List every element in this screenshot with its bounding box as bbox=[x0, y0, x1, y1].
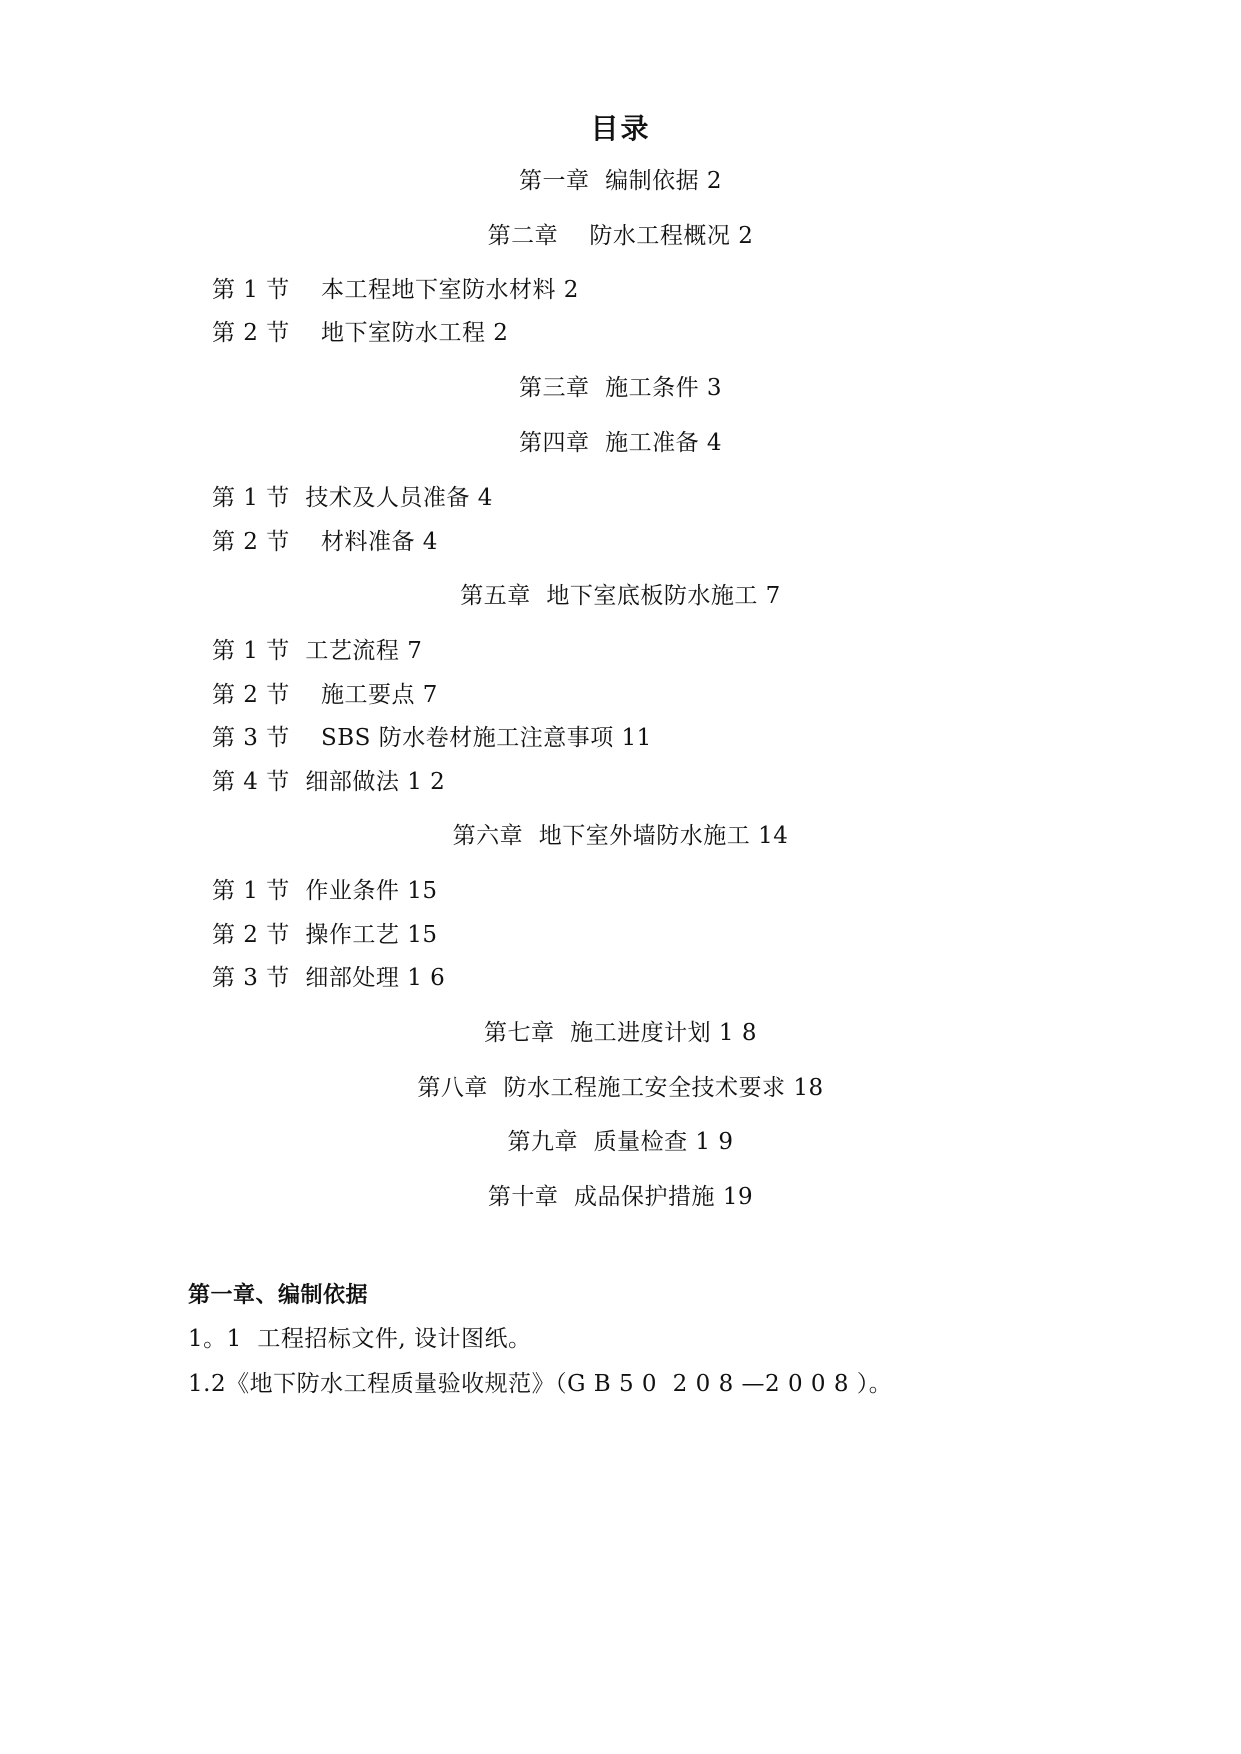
toc-entry: 第 3 节 SBS 防水卷材施工注意事项 11 bbox=[212, 725, 652, 751]
body-paragraph: 1.2《地下防水工程质量验收规范》（G B 5 0 2 0 8 —2 0 0 8 ）。 bbox=[188, 1371, 893, 1397]
toc-entry: 第十章 成品保护措施 19 bbox=[487, 1184, 754, 1210]
toc-entry: 第四章 施工准备 4 bbox=[518, 430, 723, 456]
toc-entry: 第七章 施工进度计划 1 8 bbox=[483, 1020, 757, 1046]
body-paragraph: 1。1 工程招标文件, 设计图纸。 bbox=[188, 1326, 532, 1352]
toc-entry: 第 1 节 工艺流程 7 bbox=[212, 638, 423, 664]
toc-entry: 第六章 地下室外墙防水施工 14 bbox=[452, 823, 789, 849]
toc-entry: 第 2 节 材料准备 4 bbox=[212, 529, 438, 555]
toc-entry: 第 2 节 地下室防水工程 2 bbox=[212, 320, 509, 346]
toc-entry: 第 1 节 作业条件 15 bbox=[212, 878, 438, 904]
toc-entry: 第 3 节 细部处理 1 6 bbox=[212, 965, 446, 991]
toc-title: 目录 bbox=[590, 112, 651, 145]
toc-entry: 第三章 施工条件 3 bbox=[518, 375, 723, 401]
toc-entry: 第 2 节 操作工艺 15 bbox=[212, 922, 438, 948]
toc-entry: 第二章 防水工程概况 2 bbox=[487, 223, 754, 249]
toc-entry: 第 2 节 施工要点 7 bbox=[212, 682, 438, 708]
toc-entry: 第 1 节 技术及人员准备 4 bbox=[212, 485, 493, 511]
chapter-heading: 第一章、编制依据 bbox=[188, 1283, 369, 1308]
toc-entry: 第 1 节 本工程地下室防水材料 2 bbox=[212, 277, 579, 303]
toc-entry: 第九章 质量检查 1 9 bbox=[507, 1129, 734, 1155]
toc-entry: 第 4 节 细部做法 1 2 bbox=[212, 769, 446, 795]
toc-entry: 第一章 编制依据 2 bbox=[518, 168, 723, 194]
toc-entry: 第五章 地下室底板防水施工 7 bbox=[460, 583, 781, 609]
toc-entry: 第八章 防水工程施工安全技术要求 18 bbox=[417, 1075, 824, 1101]
